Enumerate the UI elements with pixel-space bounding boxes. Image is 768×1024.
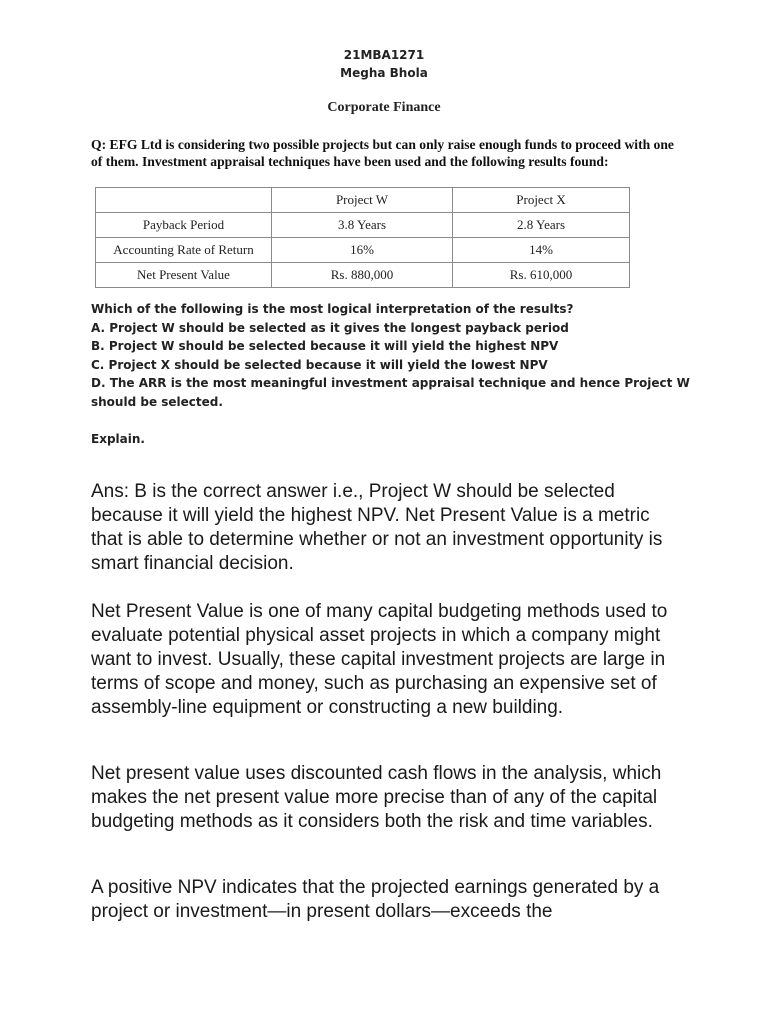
option-c: C. Project X should be selected because it will yield the lowest NPV bbox=[91, 357, 548, 372]
answer-options bbox=[91, 300, 691, 411]
course-title: Corporate Finance bbox=[327, 100, 441, 115]
table-cell: Net Present Value bbox=[96, 263, 272, 288]
answer-paragraph: Net present value uses discounted cash flows in the analysis, which makes the net present value more precise than of any of the capital budgeting methods as it considers both the risk and time variables. bbox=[91, 763, 662, 832]
table-cell: 2.8 Years bbox=[453, 213, 630, 238]
table-cell: 14% bbox=[453, 238, 630, 263]
table-header-cell bbox=[96, 188, 272, 213]
option-a: A. Project W should be selected as it gives the longest payback period bbox=[91, 320, 569, 335]
explain-label: Explain. bbox=[91, 432, 145, 446]
table-row bbox=[96, 238, 630, 263]
table-header-row bbox=[96, 188, 630, 213]
student-name: Megha Bhola bbox=[340, 66, 428, 80]
table-cell: Payback Period bbox=[96, 213, 272, 238]
table-row bbox=[96, 213, 630, 238]
roll-number: 21MBA1271 bbox=[343, 48, 425, 62]
answer-paragraph: A positive NPV indicates that the projected earnings generated by a project or investment—in present dollars—exceeds the bbox=[91, 877, 660, 922]
results-table bbox=[95, 187, 630, 288]
prompt-question: Which of the following is the most logical interpretation of the results? bbox=[91, 302, 574, 316]
answer-paragraph: Net Present Value is one of many capital budgeting methods used to evaluate potential physical asset projects in which a company might want to invest. Usually, these capital investment projects are large in terms of scope and money, such as purchasing an expensive set of assembly-line equipment or constructing a new building. bbox=[91, 601, 668, 718]
table-cell: Rs. 880,000 bbox=[272, 263, 453, 288]
table-cell: Accounting Rate of Return bbox=[96, 238, 272, 263]
answer-paragraph: Ans: B is the correct answer i.e., Project W should be selected because it will yield the highest NPV. Net Present Value is a metric that is able to determine whether or not an investment opportunity is smart financial decision. bbox=[91, 481, 663, 574]
option-b: B. Project W should be selected because it will yield the highest NPV bbox=[91, 339, 559, 353]
table-header-cell: Project X bbox=[453, 188, 630, 213]
table-cell: Rs. 610,000 bbox=[453, 263, 630, 288]
table-row bbox=[96, 263, 630, 288]
option-d: D. The ARR is the most meaningful investment appraisal technique and hence Project W should be selected. bbox=[91, 376, 690, 409]
question-text: Q: EFG Ltd is considering two possible projects but can only raise enough funds to proceed with one of them. Investment appraisal techniques have been used and the following results found: bbox=[91, 137, 674, 169]
table-cell: 16% bbox=[272, 238, 453, 263]
table-header-cell: Project W bbox=[272, 188, 453, 213]
table-cell: 3.8 Years bbox=[272, 213, 453, 238]
